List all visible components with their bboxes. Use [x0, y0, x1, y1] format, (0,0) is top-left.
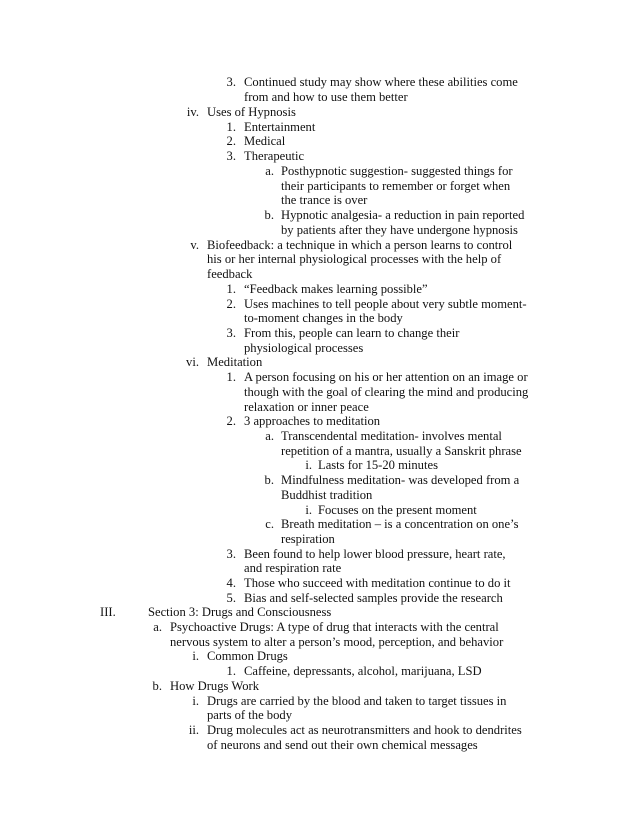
list-marker: 3. [226, 149, 236, 163]
list-item-text: Entertainment [244, 120, 316, 134]
list-item-text: Continued study may show where these abilities come [244, 75, 518, 89]
list-item-text: their participants to remember or forget when [281, 179, 511, 193]
list-item-text: Biofeedback: a technique in which a person learns to control [207, 238, 513, 252]
list-item-text: respiration [281, 532, 335, 546]
list-item-text: parts of the body [207, 708, 292, 722]
list-marker: 1. [226, 664, 236, 678]
list-marker: 3. [226, 326, 236, 340]
list-marker: III. [100, 605, 116, 619]
list-marker: b. [264, 208, 274, 222]
list-item-text: Psychoactive Drugs: A type of drug that interacts with the central [170, 620, 499, 634]
list-marker: b. [264, 473, 274, 487]
list-item-text: Breath meditation – is a concentration on one’s [281, 517, 519, 531]
list-marker: c. [265, 517, 274, 531]
list-marker: a. [153, 620, 162, 634]
list-item-text: Uses of Hypnosis [207, 105, 296, 119]
list-marker: i. [305, 458, 312, 472]
list-item-text: Those who succeed with meditation continue to do it [244, 576, 511, 590]
list-item-text: Bias and self-selected samples provide the research [244, 591, 503, 605]
list-marker: 4. [226, 576, 236, 590]
list-marker: 2. [226, 414, 236, 428]
list-item-text: Section 3: Drugs and Consciousness [148, 605, 332, 619]
list-item-text: his or her internal physiological processes with the help of [207, 252, 502, 266]
list-item-text: “Feedback makes learning possible” [244, 282, 428, 296]
list-item-text: Posthypnotic suggestion- suggested things for [281, 164, 513, 178]
list-item-text: Medical [244, 134, 286, 148]
list-item-text: Meditation [207, 355, 263, 369]
list-item-text: though with the goal of clearing the mind and producing [244, 385, 529, 399]
list-marker: v. [190, 238, 199, 252]
list-marker: i. [192, 694, 199, 708]
list-item-text: Lasts for 15-20 minutes [318, 458, 438, 472]
list-item-text: Drugs are carried by the blood and taken to target tissues in [207, 694, 507, 708]
list-item-text: feedback [207, 267, 253, 281]
list-item-text: relaxation or inner peace [244, 400, 369, 414]
list-marker: 2. [226, 134, 236, 148]
list-item-text: From this, people can learn to change their [244, 326, 460, 340]
list-item-text: the trance is over [281, 193, 368, 207]
list-item-text: How Drugs Work [170, 679, 260, 693]
list-marker: a. [265, 429, 274, 443]
list-item-text: to-moment changes in the body [244, 311, 403, 325]
list-marker: 5. [226, 591, 236, 605]
list-item-text: from and how to use them better [244, 90, 408, 104]
list-marker: 3. [226, 75, 236, 89]
list-item-text: Hypnotic analgesia- a reduction in pain reported [281, 208, 525, 222]
list-item-text: of neurons and send out their own chemical messages [207, 738, 478, 752]
list-marker: ii. [188, 723, 199, 737]
list-item-text: 3 approaches to meditation [244, 414, 381, 428]
list-marker: iv. [186, 105, 199, 119]
list-item-text: Mindfulness meditation- was developed from a [281, 473, 520, 487]
list-item-text: Buddhist tradition [281, 488, 373, 502]
list-item-text: nervous system to alter a person’s mood, perception, and behavior [170, 635, 504, 649]
list-marker: 1. [226, 120, 236, 134]
list-item-text: physiological processes [244, 341, 364, 355]
list-item-text: Therapeutic [244, 149, 305, 163]
list-item-text: and respiration rate [244, 561, 342, 575]
list-item-text: A person focusing on his or her attention on an image or [244, 370, 528, 384]
list-marker: 1. [226, 370, 236, 384]
list-item-text: Common Drugs [207, 649, 288, 663]
list-marker: i. [192, 649, 199, 663]
list-item-text: Been found to help lower blood pressure, heart rate, [244, 547, 506, 561]
list-item-text: Drug molecules act as neurotransmitters and hook to dendrites [207, 723, 522, 737]
list-item-text: Transcendental meditation- involves mental [281, 429, 502, 443]
list-item-text: Focuses on the present moment [318, 503, 477, 517]
list-item-text: repetition of a mantra, usually a Sanskrit phrase [281, 444, 522, 458]
list-marker: 2. [226, 297, 236, 311]
list-marker: vi. [186, 355, 199, 369]
list-item-text: Caffeine, depressants, alcohol, marijuana, LSD [244, 664, 482, 678]
list-marker: i. [305, 503, 312, 517]
list-marker: 1. [226, 282, 236, 296]
list-item-text: Uses machines to tell people about very subtle moment- [244, 297, 527, 311]
list-marker: b. [152, 679, 162, 693]
list-marker: 3. [226, 547, 236, 561]
list-item-text: by patients after they have undergone hypnosis [281, 223, 518, 237]
list-marker: a. [265, 164, 274, 178]
